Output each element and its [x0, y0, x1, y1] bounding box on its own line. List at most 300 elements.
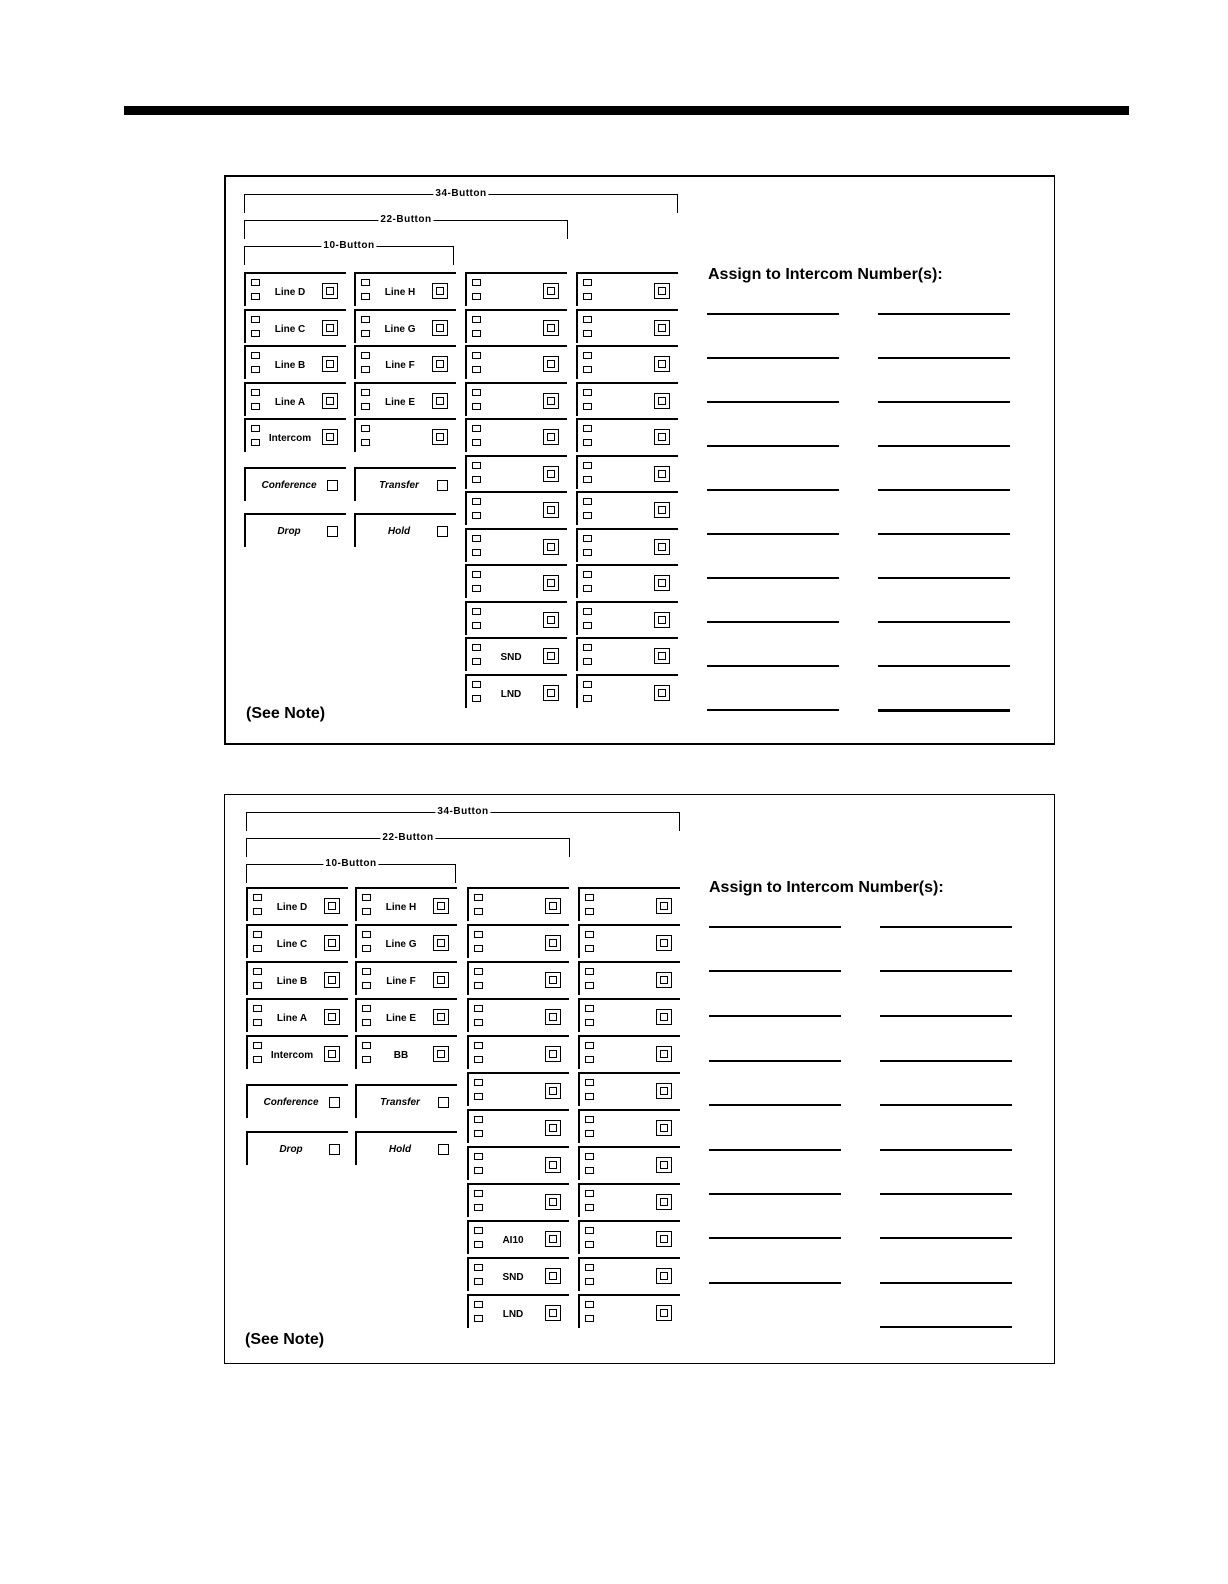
button-key-icon	[543, 356, 559, 372]
feature-button-line-d[interactable]	[244, 272, 346, 306]
intercom-number-line[interactable]	[880, 1237, 1012, 1239]
status-led-icon	[585, 1153, 594, 1160]
button-key-icon	[545, 972, 561, 988]
status-led-icon	[362, 1056, 371, 1063]
status-led-icon	[474, 1190, 483, 1197]
button-label: Line F	[386, 976, 416, 987]
feature-button-col4-10[interactable]	[578, 1220, 680, 1254]
status-led-icon	[474, 1056, 483, 1063]
button-key-icon	[656, 972, 672, 988]
form-border-right	[1054, 794, 1055, 1364]
hold-button[interactable]	[355, 1131, 457, 1165]
button-key-icon	[545, 935, 561, 951]
assign-intercom-title: Assign to Intercom Number(s):	[709, 879, 944, 896]
feature-button-col4-5[interactable]	[576, 418, 678, 452]
bracket-34-button	[244, 188, 678, 213]
intercom-number-line[interactable]	[707, 665, 839, 667]
feature-button-col3-9[interactable]	[467, 1183, 569, 1217]
button-key-icon	[432, 429, 448, 445]
assign-intercom-title: Assign to Intercom Number(s):	[708, 266, 943, 283]
status-led-icon	[253, 1056, 262, 1063]
button-key-icon	[545, 898, 561, 914]
feature-button-line-d[interactable]	[246, 887, 348, 921]
button-key-icon	[545, 1046, 561, 1062]
bracket-22-button	[244, 214, 568, 239]
feature-button-col3-7[interactable]	[467, 1109, 569, 1143]
bracket-10-label: 10-Button	[323, 240, 375, 251]
conference-key-icon	[329, 1097, 340, 1108]
feature-button-snd[interactable]	[465, 637, 567, 671]
status-led-icon	[472, 608, 481, 615]
status-led-icon	[472, 644, 481, 651]
feature-button-lnd[interactable]	[465, 674, 567, 708]
form-border-top	[224, 175, 1055, 177]
button-label: Line A	[274, 396, 306, 408]
drop-label: Drop	[279, 1144, 303, 1155]
intercom-number-line[interactable]	[878, 621, 1010, 623]
status-led-icon	[585, 931, 594, 938]
status-led-icon	[362, 968, 371, 975]
button-key-icon	[433, 972, 449, 988]
button-key-icon	[324, 898, 340, 914]
intercom-number-line[interactable]	[878, 401, 1010, 403]
status-led-icon	[583, 293, 592, 300]
bracket-22-label: 22-Button	[382, 832, 434, 843]
feature-button-line-g[interactable]	[355, 924, 457, 958]
button-key-icon	[433, 898, 449, 914]
status-led-icon	[472, 549, 481, 556]
intercom-number-line[interactable]	[709, 1282, 841, 1284]
button-label: Line G	[384, 323, 416, 335]
intercom-number-line[interactable]	[709, 1237, 841, 1239]
form-border-bottom	[224, 743, 1055, 745]
feature-button-col3-4[interactable]	[467, 998, 569, 1032]
status-led-icon	[474, 931, 483, 938]
feature-button-col3-2[interactable]	[465, 309, 567, 343]
button-key-icon	[656, 1268, 672, 1284]
feature-button-col4-7[interactable]	[576, 491, 678, 525]
feature-button-col4-3[interactable]	[576, 345, 678, 379]
feature-button-col3-1[interactable]	[465, 272, 567, 306]
transfer-label: Transfer	[379, 480, 419, 491]
feature-button-col3-1[interactable]	[467, 887, 569, 921]
conference-button[interactable]	[244, 467, 346, 501]
feature-button-line-h[interactable]	[355, 887, 457, 921]
intercom-number-line[interactable]	[880, 1193, 1012, 1195]
feature-button-line-e[interactable]	[354, 382, 456, 416]
button-label: Line D	[276, 902, 308, 913]
intercom-number-line[interactable]	[878, 577, 1010, 579]
intercom-number-line[interactable]	[880, 1149, 1012, 1151]
button-key-icon	[545, 1231, 561, 1247]
transfer-button[interactable]	[355, 1084, 457, 1118]
intercom-number-line[interactable]	[707, 533, 839, 535]
intercom-number-line[interactable]	[878, 533, 1010, 535]
button-key-icon	[322, 429, 338, 445]
button-label: AI10	[502, 1235, 524, 1246]
form-border-left	[224, 794, 225, 1364]
form-border-top	[224, 794, 1055, 795]
button-key-icon	[656, 898, 672, 914]
feature-button-col3-5[interactable]	[465, 418, 567, 452]
button-label: Intercom	[268, 433, 312, 444]
status-led-icon	[583, 425, 592, 432]
feature-button-col3-6[interactable]	[467, 1072, 569, 1106]
button-key-icon	[543, 685, 559, 701]
status-led-icon	[472, 498, 481, 505]
top-rule	[124, 106, 1129, 115]
status-led-icon	[472, 366, 481, 373]
intercom-number-line[interactable]	[880, 926, 1012, 928]
button-label: Line C	[274, 323, 306, 335]
feature-button-col3-6[interactable]	[465, 455, 567, 489]
bracket-34-label: 34-Button	[437, 806, 489, 817]
status-led-icon	[585, 1005, 594, 1012]
status-led-icon	[583, 512, 592, 519]
status-led-icon	[474, 908, 483, 915]
status-led-icon	[585, 1056, 594, 1063]
status-led-icon	[474, 1079, 483, 1086]
status-led-icon	[585, 1278, 594, 1285]
status-led-icon	[361, 352, 370, 359]
button-key-icon	[654, 320, 670, 336]
button-key-icon	[322, 393, 338, 409]
status-led-icon	[253, 931, 262, 938]
status-led-icon	[251, 439, 260, 446]
status-led-icon	[472, 535, 481, 542]
status-led-icon	[361, 279, 370, 286]
conference-button[interactable]	[246, 1084, 348, 1118]
intercom-number-line[interactable]	[707, 401, 839, 403]
intercom-number-line[interactable]	[878, 665, 1010, 667]
status-led-icon	[472, 658, 481, 665]
feature-button-col3-5[interactable]	[467, 1035, 569, 1069]
feature-button-col4-8[interactable]	[578, 1146, 680, 1180]
status-led-icon	[361, 425, 370, 432]
status-led-icon	[585, 1315, 594, 1322]
button-key-icon	[324, 935, 340, 951]
feature-button-col4-4[interactable]	[576, 382, 678, 416]
bracket-10-label: 10-Button	[325, 858, 377, 869]
feature-button-col4-5[interactable]	[578, 1035, 680, 1069]
status-led-icon	[583, 352, 592, 359]
intercom-number-line[interactable]	[880, 970, 1012, 972]
button-key-icon	[324, 1009, 340, 1025]
button-key-icon	[656, 1120, 672, 1136]
intercom-number-line[interactable]	[878, 489, 1010, 491]
button-designation-form-1	[224, 175, 1055, 745]
feature-button-col4-3[interactable]	[578, 961, 680, 995]
intercom-number-line[interactable]	[709, 1149, 841, 1151]
status-led-icon	[583, 498, 592, 505]
hold-key-icon	[438, 1144, 449, 1155]
button-label: LND	[502, 1309, 524, 1320]
status-led-icon	[585, 1167, 594, 1174]
status-led-icon	[585, 1190, 594, 1197]
feature-button-snd[interactable]	[467, 1257, 569, 1291]
status-led-icon	[583, 571, 592, 578]
button-key-icon	[433, 935, 449, 951]
intercom-number-line[interactable]	[880, 1326, 1012, 1328]
status-led-icon	[474, 1204, 483, 1211]
feature-button-ai10[interactable]	[467, 1220, 569, 1254]
button-label: SND	[500, 652, 522, 663]
feature-button-lnd[interactable]	[467, 1294, 569, 1328]
feature-button-col4-1[interactable]	[576, 272, 678, 306]
button-key-icon	[545, 1009, 561, 1025]
status-led-icon	[583, 681, 592, 688]
status-led-icon	[474, 1167, 483, 1174]
button-key-icon	[654, 393, 670, 409]
button-key-icon	[543, 466, 559, 482]
intercom-number-line[interactable]	[880, 1282, 1012, 1284]
button-key-icon	[543, 575, 559, 591]
button-key-icon	[654, 429, 670, 445]
button-key-icon	[433, 1046, 449, 1062]
status-led-icon	[585, 1079, 594, 1086]
button-key-icon	[656, 1157, 672, 1173]
status-led-icon	[253, 968, 262, 975]
button-key-icon	[543, 283, 559, 299]
feature-button-line-e[interactable]	[355, 998, 457, 1032]
status-led-icon	[583, 403, 592, 410]
feature-button-col4-11[interactable]	[578, 1257, 680, 1291]
status-led-icon	[472, 622, 481, 629]
feature-button-col4-4[interactable]	[578, 998, 680, 1032]
button-key-icon	[545, 1305, 561, 1321]
intercom-number-line[interactable]	[707, 577, 839, 579]
feature-button-col4-2[interactable]	[576, 309, 678, 343]
status-led-icon	[583, 366, 592, 373]
transfer-key-icon	[438, 1097, 449, 1108]
status-led-icon	[472, 695, 481, 702]
feature-button-col4-12[interactable]	[578, 1294, 680, 1328]
status-led-icon	[474, 1130, 483, 1137]
status-led-icon	[362, 982, 371, 989]
intercom-number-line[interactable]	[878, 313, 1010, 315]
status-led-icon	[251, 279, 260, 286]
status-led-icon	[362, 1005, 371, 1012]
button-key-icon	[545, 1194, 561, 1210]
intercom-number-line[interactable]	[709, 970, 841, 972]
status-led-icon	[585, 894, 594, 901]
button-key-icon	[543, 612, 559, 628]
status-led-icon	[474, 1278, 483, 1285]
status-led-icon	[361, 330, 370, 337]
feature-button-col3-9[interactable]	[465, 564, 567, 598]
button-designation-form-2	[224, 794, 1055, 1364]
feature-button-line-f[interactable]	[355, 961, 457, 995]
button-key-icon	[656, 1046, 672, 1062]
feature-button-col4-1[interactable]	[578, 887, 680, 921]
status-led-icon	[474, 1241, 483, 1248]
intercom-number-line[interactable]	[707, 621, 839, 623]
transfer-key-icon	[437, 480, 448, 491]
feature-button-line-c[interactable]	[244, 309, 346, 343]
intercom-number-line[interactable]	[880, 1060, 1012, 1062]
feature-button-line-b[interactable]	[244, 345, 346, 379]
status-led-icon	[585, 982, 594, 989]
button-key-icon	[322, 283, 338, 299]
button-key-icon	[543, 648, 559, 664]
feature-button-col3-7[interactable]	[465, 491, 567, 525]
feature-button-bb[interactable]	[355, 1035, 457, 1069]
intercom-number-line[interactable]	[878, 357, 1010, 359]
feature-button-col3-10[interactable]	[465, 601, 567, 635]
feature-button-col3-8[interactable]	[467, 1146, 569, 1180]
status-led-icon	[472, 352, 481, 359]
status-led-icon	[472, 330, 481, 337]
status-led-icon	[253, 982, 262, 989]
button-label: Line H	[385, 902, 417, 913]
status-led-icon	[361, 389, 370, 396]
status-led-icon	[251, 366, 260, 373]
feature-button-line-a[interactable]	[244, 382, 346, 416]
button-key-icon	[324, 1046, 340, 1062]
status-led-icon	[583, 658, 592, 665]
button-label: Line E	[384, 396, 415, 408]
feature-button-col4-8[interactable]	[576, 528, 678, 562]
button-key-icon	[543, 320, 559, 336]
status-led-icon	[585, 1042, 594, 1049]
feature-button-line-b[interactable]	[246, 961, 348, 995]
status-led-icon	[583, 535, 592, 542]
feature-button-col4-7[interactable]	[578, 1109, 680, 1143]
status-led-icon	[474, 1315, 483, 1322]
feature-button-col4-6[interactable]	[578, 1072, 680, 1106]
feature-button-col3-2[interactable]	[467, 924, 569, 958]
feature-button-line-a[interactable]	[246, 998, 348, 1032]
feature-button-col2-5[interactable]	[354, 418, 456, 452]
form-border-right	[1054, 175, 1055, 745]
status-led-icon	[585, 908, 594, 915]
feature-button-line-g[interactable]	[354, 309, 456, 343]
hold-button[interactable]	[354, 513, 456, 547]
status-led-icon	[585, 1264, 594, 1271]
hold-label: Hold	[387, 526, 411, 537]
intercom-number-line[interactable]	[709, 1060, 841, 1062]
intercom-number-line[interactable]	[709, 1193, 841, 1195]
status-led-icon	[362, 908, 371, 915]
feature-button-col4-2[interactable]	[578, 924, 680, 958]
feature-button-intercom[interactable]	[246, 1035, 348, 1069]
button-key-icon	[654, 283, 670, 299]
button-key-icon	[545, 1120, 561, 1136]
button-key-icon	[654, 575, 670, 591]
button-label: Line B	[274, 360, 306, 371]
intercom-number-line[interactable]	[707, 489, 839, 491]
intercom-number-line[interactable]	[709, 1104, 841, 1106]
bracket-22-label: 22-Button	[380, 214, 432, 225]
status-led-icon	[361, 439, 370, 446]
status-led-icon	[251, 403, 260, 410]
intercom-number-line[interactable]	[707, 709, 839, 711]
button-key-icon	[656, 935, 672, 951]
button-key-icon	[654, 612, 670, 628]
intercom-number-line[interactable]	[707, 357, 839, 359]
status-led-icon	[585, 1204, 594, 1211]
feature-button-col4-12[interactable]	[576, 674, 678, 708]
intercom-number-line[interactable]	[878, 710, 1010, 712]
status-led-icon	[474, 1005, 483, 1012]
transfer-button[interactable]	[354, 467, 456, 501]
feature-button-col4-9[interactable]	[578, 1183, 680, 1217]
feature-button-line-c[interactable]	[246, 924, 348, 958]
intercom-number-line[interactable]	[880, 1104, 1012, 1106]
feature-button-col4-11[interactable]	[576, 637, 678, 671]
status-led-icon	[583, 622, 592, 629]
status-led-icon	[472, 462, 481, 469]
button-key-icon	[432, 283, 448, 299]
feature-button-col4-6[interactable]	[576, 455, 678, 489]
feature-button-col3-3[interactable]	[465, 345, 567, 379]
see-note: (See Note)	[246, 705, 326, 722]
status-led-icon	[474, 1042, 483, 1049]
status-led-icon	[253, 1019, 262, 1026]
button-key-icon	[543, 429, 559, 445]
feature-button-col3-3[interactable]	[467, 961, 569, 995]
button-label: Line B	[276, 976, 308, 987]
status-led-icon	[251, 316, 260, 323]
status-led-icon	[583, 330, 592, 337]
feature-button-col3-8[interactable]	[465, 528, 567, 562]
button-key-icon	[656, 1083, 672, 1099]
bracket-10-button	[244, 240, 454, 265]
feature-button-col4-9[interactable]	[576, 564, 678, 598]
status-led-icon	[585, 945, 594, 952]
feature-button-intercom[interactable]	[244, 418, 346, 452]
status-led-icon	[472, 476, 481, 483]
button-key-icon	[545, 1268, 561, 1284]
button-key-icon	[654, 466, 670, 482]
intercom-number-line[interactable]	[880, 1015, 1012, 1017]
status-led-icon	[474, 1019, 483, 1026]
status-led-icon	[583, 549, 592, 556]
status-led-icon	[472, 425, 481, 432]
feature-button-col3-4[interactable]	[465, 382, 567, 416]
button-label: Line E	[385, 1013, 416, 1024]
button-key-icon	[656, 1194, 672, 1210]
drop-button[interactable]	[246, 1131, 348, 1165]
feature-button-line-f[interactable]	[354, 345, 456, 379]
bracket-22-button	[246, 832, 570, 857]
status-led-icon	[474, 1227, 483, 1234]
status-led-icon	[583, 439, 592, 446]
status-led-icon	[585, 1116, 594, 1123]
feature-button-col4-10[interactable]	[576, 601, 678, 635]
status-led-icon	[585, 1241, 594, 1248]
status-led-icon	[472, 681, 481, 688]
intercom-number-line[interactable]	[709, 926, 841, 928]
button-key-icon	[433, 1009, 449, 1025]
drop-button[interactable]	[244, 513, 346, 547]
status-led-icon	[583, 279, 592, 286]
button-key-icon	[432, 393, 448, 409]
button-key-icon	[654, 502, 670, 518]
intercom-number-line[interactable]	[707, 445, 839, 447]
intercom-number-line[interactable]	[709, 1015, 841, 1017]
button-key-icon	[543, 393, 559, 409]
intercom-number-line[interactable]	[878, 445, 1010, 447]
button-key-icon	[432, 320, 448, 336]
drop-key-icon	[327, 526, 338, 537]
intercom-number-line[interactable]	[707, 313, 839, 315]
form-border-bottom	[224, 1363, 1055, 1364]
status-led-icon	[472, 403, 481, 410]
feature-button-line-h[interactable]	[354, 272, 456, 306]
bracket-34-label: 34-Button	[435, 188, 487, 199]
status-led-icon	[253, 1042, 262, 1049]
